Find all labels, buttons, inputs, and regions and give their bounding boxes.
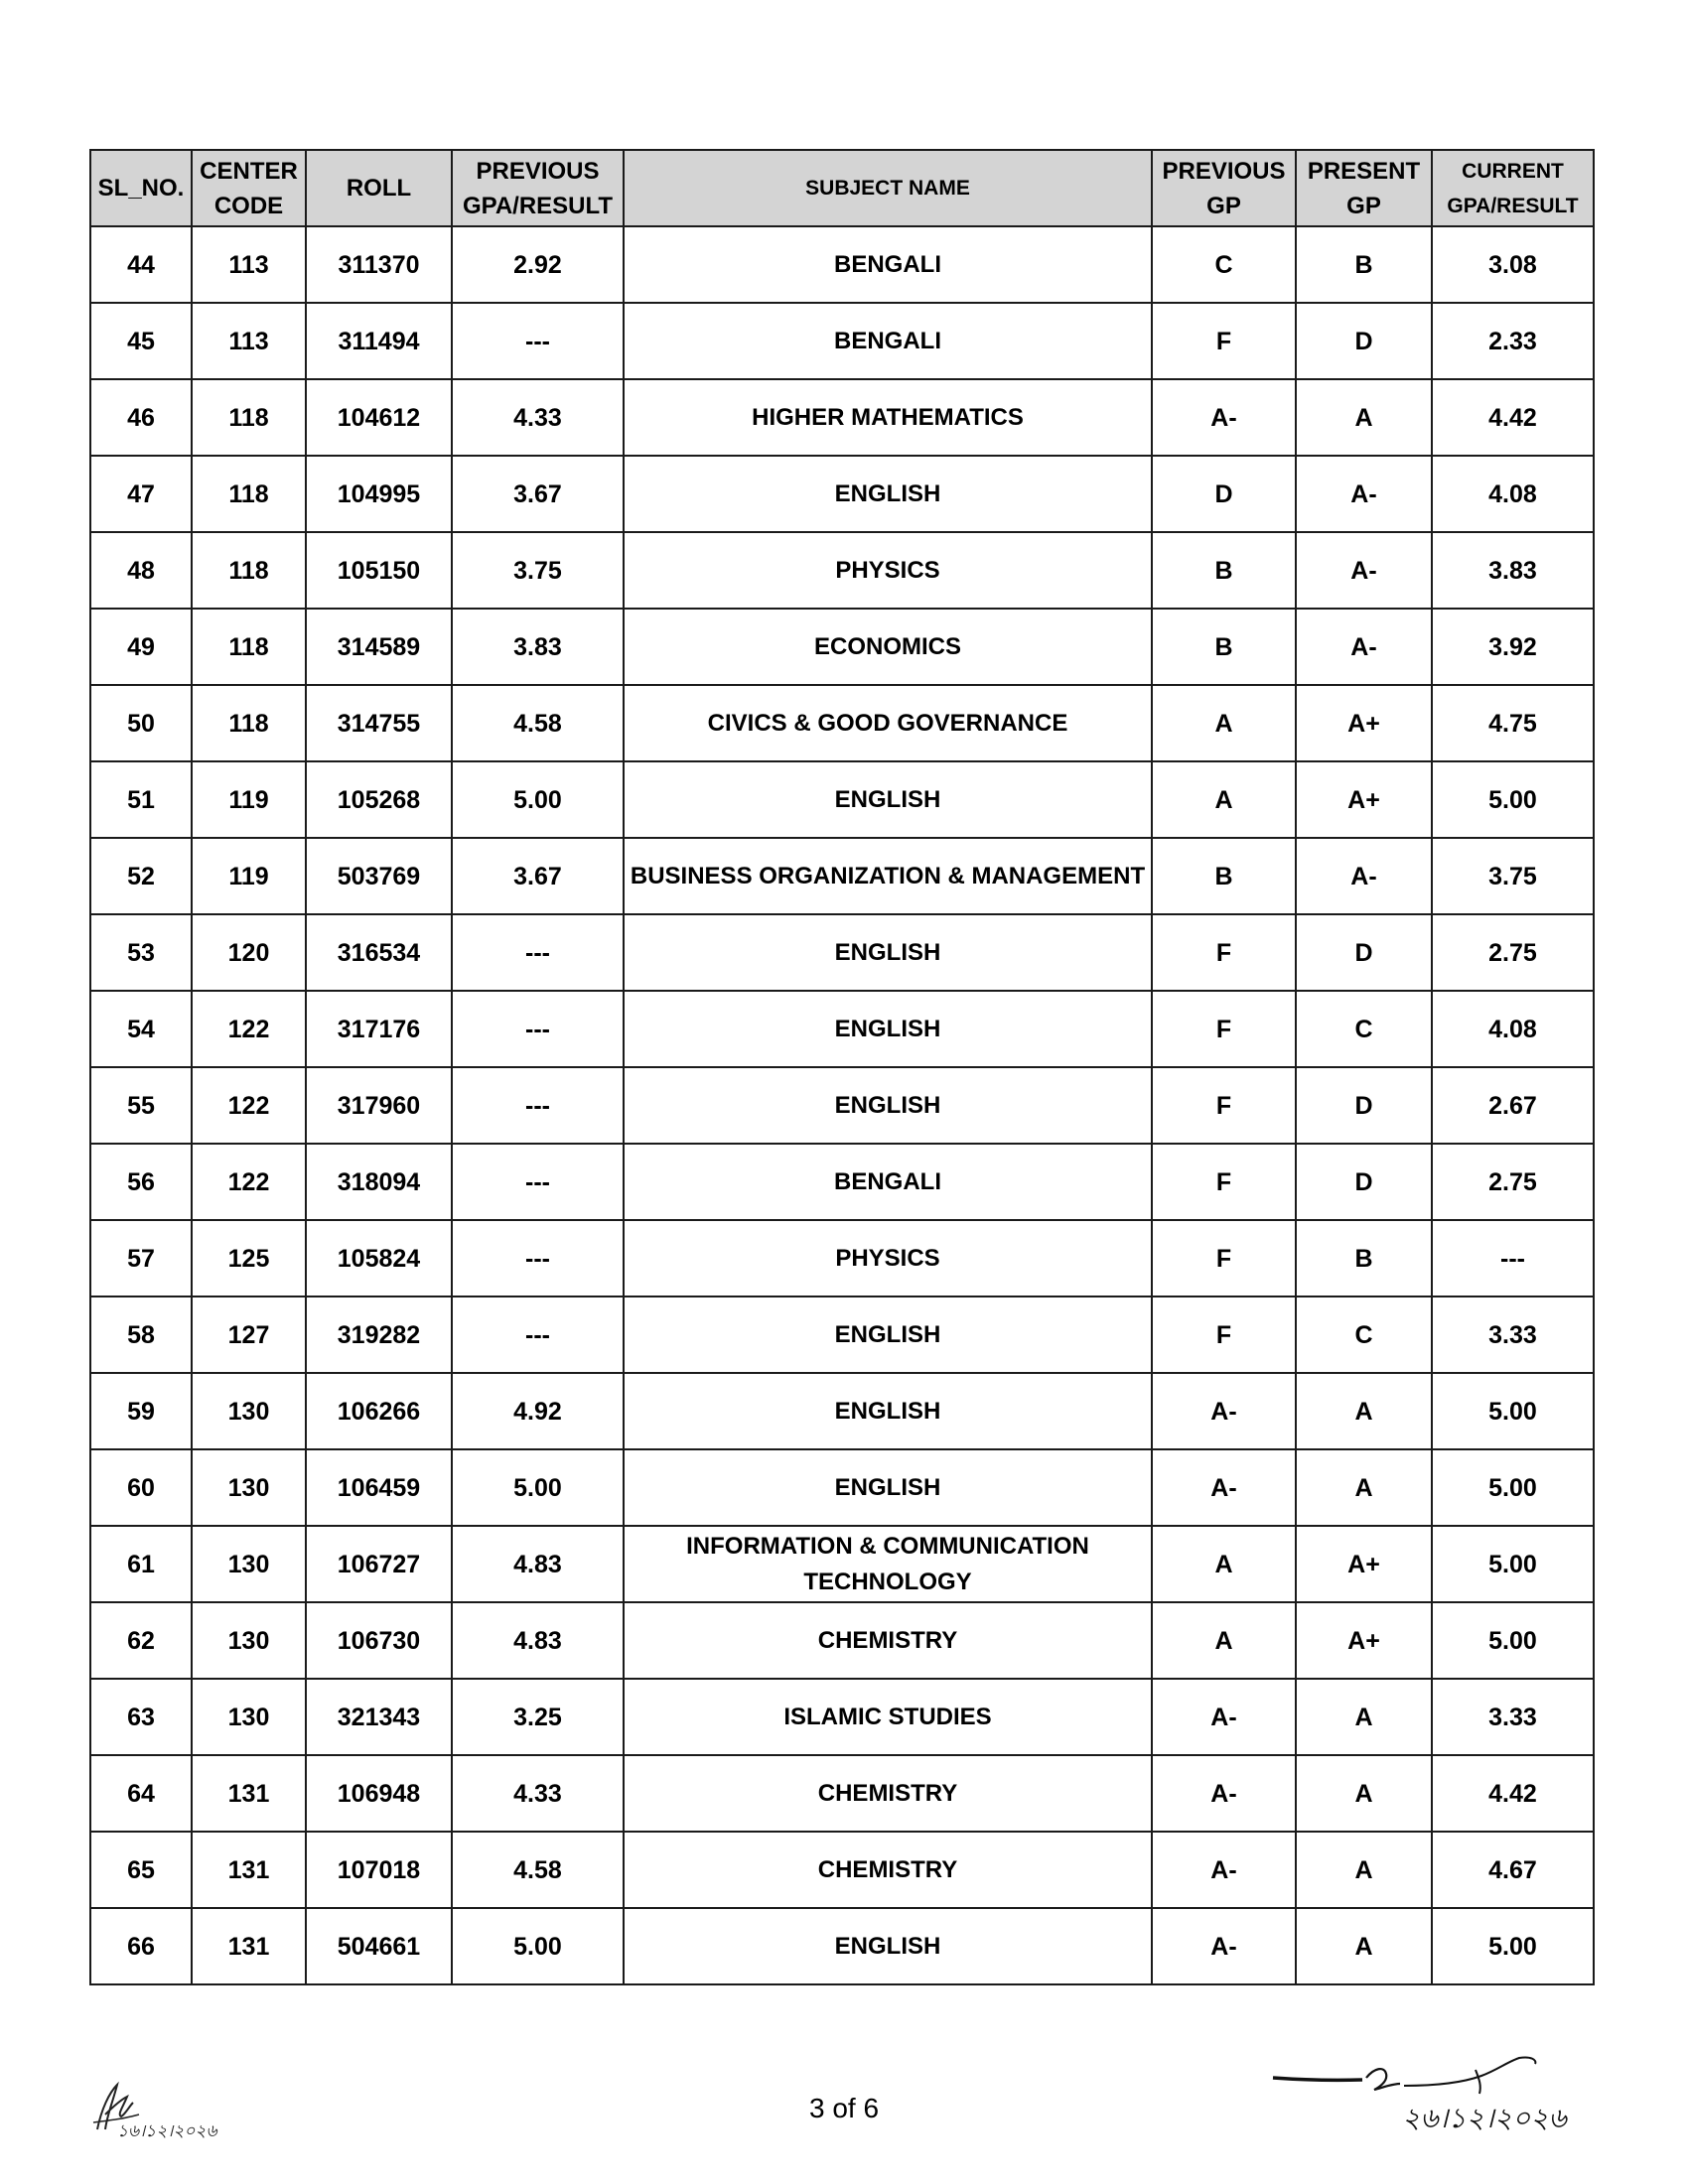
cell-center-code: 130 <box>192 1449 306 1526</box>
cell-sl-no: 61 <box>90 1526 192 1602</box>
table-row <box>90 1449 1594 1526</box>
table-row <box>90 685 1594 761</box>
cell-previous-gp: F <box>1152 914 1296 991</box>
table-row <box>90 379 1594 456</box>
cell-roll: 106948 <box>306 1755 452 1832</box>
cell-roll: 105150 <box>306 532 452 609</box>
cell-previous-gp: B <box>1152 609 1296 685</box>
cell-previous-gp: B <box>1152 838 1296 914</box>
cell-current-gpa: 3.83 <box>1432 532 1594 609</box>
cell-center-code: 130 <box>192 1602 306 1679</box>
cell-previous-gp: A <box>1152 1602 1296 1679</box>
cell-roll: 104612 <box>306 379 452 456</box>
cell-roll: 319282 <box>306 1297 452 1373</box>
cell-center-code: 122 <box>192 1144 306 1220</box>
cell-previous-gpa: 4.33 <box>452 1755 624 1832</box>
cell-present-gp: A <box>1296 1832 1432 1908</box>
cell-subject-name: ENGLISH <box>624 761 1152 838</box>
cell-subject-name: INFORMATION & COMMUNICATION TECHNOLOGY <box>624 1526 1152 1602</box>
cell-roll: 107018 <box>306 1832 452 1908</box>
cell-sl-no: 50 <box>90 685 192 761</box>
header-row <box>90 150 1594 226</box>
header-current-gpa-line1: CURRENT <box>1462 159 1564 183</box>
cell-previous-gpa: --- <box>452 1297 624 1373</box>
cell-subject-name: PHYSICS <box>624 1220 1152 1297</box>
cell-subject-name: ENGLISH <box>624 1449 1152 1526</box>
cell-subject-name: HIGHER MATHEMATICS <box>624 379 1152 456</box>
cell-present-gp: C <box>1296 991 1432 1067</box>
cell-present-gp: A- <box>1296 609 1432 685</box>
cell-subject-name: BENGALI <box>624 226 1152 303</box>
cell-previous-gpa: --- <box>452 914 624 991</box>
cell-sl-no: 52 <box>90 838 192 914</box>
cell-current-gpa: 2.75 <box>1432 1144 1594 1220</box>
cell-subject-name: CHEMISTRY <box>624 1755 1152 1832</box>
cell-roll: 105268 <box>306 761 452 838</box>
cell-roll: 504661 <box>306 1908 452 1984</box>
cell-current-gpa: 4.42 <box>1432 379 1594 456</box>
cell-sl-no: 49 <box>90 609 192 685</box>
cell-present-gp: D <box>1296 1144 1432 1220</box>
table-header <box>90 150 1594 226</box>
cell-subject-name: CHEMISTRY <box>624 1602 1152 1679</box>
cell-previous-gpa: 3.67 <box>452 838 624 914</box>
cell-previous-gpa: 4.58 <box>452 1832 624 1908</box>
cell-previous-gp: A- <box>1152 1755 1296 1832</box>
cell-present-gp: A+ <box>1296 1526 1432 1602</box>
table-row <box>90 1144 1594 1220</box>
header-present-gp-line1: PRESENT <box>1307 157 1421 185</box>
cell-current-gpa: 4.67 <box>1432 1832 1594 1908</box>
cell-previous-gp: F <box>1152 1067 1296 1144</box>
header-roll <box>306 150 452 226</box>
cell-roll: 104995 <box>306 456 452 532</box>
cell-roll: 314589 <box>306 609 452 685</box>
cell-previous-gpa: 4.33 <box>452 379 624 456</box>
cell-sl-no: 54 <box>90 991 192 1067</box>
cell-subject-name: CIVICS & GOOD GOVERNANCE <box>624 685 1152 761</box>
table-row <box>90 1602 1594 1679</box>
right-signature-date: ২৬।১২।২০২৬ <box>1402 2102 1567 2134</box>
cell-subject-name: BUSINESS ORGANIZATION & MANAGEMENT <box>624 838 1152 914</box>
header-current-gpa-line2: GPA/RESULT <box>1447 194 1579 217</box>
cell-sl-no: 47 <box>90 456 192 532</box>
cell-center-code: 113 <box>192 226 306 303</box>
cell-previous-gp: A <box>1152 685 1296 761</box>
cell-previous-gpa: 5.00 <box>452 1908 624 1984</box>
cell-sl-no: 56 <box>90 1144 192 1220</box>
cell-roll: 316534 <box>306 914 452 991</box>
cell-center-code: 113 <box>192 303 306 379</box>
cell-sl-no: 44 <box>90 226 192 303</box>
cell-center-code: 118 <box>192 456 306 532</box>
cell-center-code: 131 <box>192 1755 306 1832</box>
cell-present-gp: A <box>1296 1373 1432 1449</box>
cell-subject-name: ENGLISH <box>624 1908 1152 1984</box>
header-current-gpa <box>1432 150 1594 226</box>
cell-previous-gp: F <box>1152 1297 1296 1373</box>
cell-current-gpa: 3.33 <box>1432 1297 1594 1373</box>
cell-roll: 321343 <box>306 1679 452 1755</box>
cell-previous-gp: F <box>1152 991 1296 1067</box>
cell-present-gp: C <box>1296 1297 1432 1373</box>
cell-roll: 314755 <box>306 685 452 761</box>
cell-present-gp: D <box>1296 914 1432 991</box>
cell-previous-gp: A- <box>1152 1373 1296 1449</box>
cell-center-code: 122 <box>192 991 306 1067</box>
cell-center-code: 118 <box>192 609 306 685</box>
cell-sl-no: 48 <box>90 532 192 609</box>
right-signature <box>1271 2050 1599 2149</box>
cell-present-gp: A+ <box>1296 685 1432 761</box>
table-body <box>90 226 1594 1984</box>
table-row <box>90 1297 1594 1373</box>
cell-current-gpa: 5.00 <box>1432 1526 1594 1602</box>
cell-roll: 317176 <box>306 991 452 1067</box>
cell-present-gp: A <box>1296 1908 1432 1984</box>
header-previous-gp-line1: PREVIOUS <box>1162 157 1286 185</box>
cell-sl-no: 60 <box>90 1449 192 1526</box>
header-center-code-line1: CENTER <box>200 157 298 185</box>
header-roll-text: ROLL <box>346 175 412 202</box>
cell-previous-gpa: 2.92 <box>452 226 624 303</box>
cell-current-gpa: 3.33 <box>1432 1679 1594 1755</box>
cell-previous-gp: D <box>1152 456 1296 532</box>
cell-sl-no: 46 <box>90 379 192 456</box>
results-table <box>89 149 1595 1985</box>
header-previous-gpa <box>452 150 624 226</box>
table-row <box>90 1832 1594 1908</box>
cell-present-gp: D <box>1296 1067 1432 1144</box>
cell-subject-name: BENGALI <box>624 303 1152 379</box>
cell-center-code: 131 <box>192 1908 306 1984</box>
cell-current-gpa: 5.00 <box>1432 1373 1594 1449</box>
cell-center-code: 122 <box>192 1067 306 1144</box>
cell-roll: 105824 <box>306 1220 452 1297</box>
cell-subject-name: CHEMISTRY <box>624 1832 1152 1908</box>
cell-previous-gp: A- <box>1152 1679 1296 1755</box>
cell-roll: 106459 <box>306 1449 452 1526</box>
cell-center-code: 118 <box>192 685 306 761</box>
cell-sl-no: 66 <box>90 1908 192 1984</box>
cell-previous-gp: C <box>1152 226 1296 303</box>
cell-previous-gpa: 3.25 <box>452 1679 624 1755</box>
cell-roll: 106266 <box>306 1373 452 1449</box>
table-row <box>90 1908 1594 1984</box>
header-sl-no-text: SL_NO. <box>97 175 185 202</box>
cell-present-gp: A- <box>1296 532 1432 609</box>
cell-sl-no: 58 <box>90 1297 192 1373</box>
cell-present-gp: B <box>1296 1220 1432 1297</box>
cell-present-gp: A <box>1296 1755 1432 1832</box>
cell-previous-gp: A <box>1152 1526 1296 1602</box>
cell-subject-name: ISLAMIC STUDIES <box>624 1679 1152 1755</box>
cell-roll: 106727 <box>306 1526 452 1602</box>
cell-sl-no: 53 <box>90 914 192 991</box>
cell-previous-gpa: --- <box>452 991 624 1067</box>
table-row <box>90 1526 1594 1602</box>
cell-previous-gpa: --- <box>452 303 624 379</box>
cell-sl-no: 65 <box>90 1832 192 1908</box>
header-subject-name <box>624 150 1152 226</box>
table-row <box>90 303 1594 379</box>
cell-sl-no: 63 <box>90 1679 192 1755</box>
header-present-gp <box>1296 150 1432 226</box>
table-row <box>90 226 1594 303</box>
cell-current-gpa: --- <box>1432 1220 1594 1297</box>
cell-previous-gpa: 4.58 <box>452 685 624 761</box>
cell-present-gp: A+ <box>1296 761 1432 838</box>
cell-previous-gpa: --- <box>452 1220 624 1297</box>
cell-previous-gp: B <box>1152 532 1296 609</box>
cell-previous-gpa: 5.00 <box>452 761 624 838</box>
cell-current-gpa: 3.08 <box>1432 226 1594 303</box>
header-previous-gp-line2: GP <box>1206 192 1241 219</box>
cell-center-code: 120 <box>192 914 306 991</box>
table-row <box>90 1755 1594 1832</box>
header-subject-name-text: SUBJECT NAME <box>805 177 970 200</box>
cell-present-gp: D <box>1296 303 1432 379</box>
cell-roll: 503769 <box>306 838 452 914</box>
cell-roll: 318094 <box>306 1144 452 1220</box>
cell-current-gpa: 3.92 <box>1432 609 1594 685</box>
cell-subject-name: ENGLISH <box>624 914 1152 991</box>
table-row <box>90 609 1594 685</box>
cell-subject-name: ENGLISH <box>624 1297 1152 1373</box>
cell-previous-gpa: 3.67 <box>452 456 624 532</box>
cell-subject-name: BENGALI <box>624 1144 1152 1220</box>
cell-center-code: 130 <box>192 1373 306 1449</box>
header-previous-gpa-line1: PREVIOUS <box>476 157 600 185</box>
cell-previous-gpa: 5.00 <box>452 1449 624 1526</box>
cell-sl-no: 51 <box>90 761 192 838</box>
cell-center-code: 118 <box>192 532 306 609</box>
cell-center-code: 131 <box>192 1832 306 1908</box>
cell-center-code: 127 <box>192 1297 306 1373</box>
table-row <box>90 1220 1594 1297</box>
cell-previous-gpa: 3.75 <box>452 532 624 609</box>
cell-present-gp: A <box>1296 1679 1432 1755</box>
cell-current-gpa: 4.75 <box>1432 685 1594 761</box>
cell-current-gpa: 3.75 <box>1432 838 1594 914</box>
header-center-code-line2: CODE <box>213 192 284 219</box>
cell-current-gpa: 5.00 <box>1432 761 1594 838</box>
table-row <box>90 991 1594 1067</box>
header-previous-gp <box>1152 150 1296 226</box>
cell-roll: 311494 <box>306 303 452 379</box>
table-row <box>90 1373 1594 1449</box>
cell-present-gp: A- <box>1296 456 1432 532</box>
cell-subject-name: ECONOMICS <box>624 609 1152 685</box>
cell-previous-gpa: --- <box>452 1067 624 1144</box>
cell-current-gpa: 4.08 <box>1432 456 1594 532</box>
header-sl-no <box>90 150 192 226</box>
cell-present-gp: B <box>1296 226 1432 303</box>
cell-previous-gpa: 3.83 <box>452 609 624 685</box>
cell-previous-gp: F <box>1152 303 1296 379</box>
table-row <box>90 456 1594 532</box>
cell-current-gpa: 5.00 <box>1432 1602 1594 1679</box>
cell-previous-gp: A- <box>1152 1832 1296 1908</box>
cell-previous-gp: F <box>1152 1144 1296 1220</box>
left-signature-date: ১৬।১২।২০২৬ <box>117 2121 217 2141</box>
cell-sl-no: 64 <box>90 1755 192 1832</box>
cell-previous-gp: F <box>1152 1220 1296 1297</box>
cell-roll: 311370 <box>306 226 452 303</box>
cell-center-code: 125 <box>192 1220 306 1297</box>
cell-current-gpa: 5.00 <box>1432 1449 1594 1526</box>
table-row <box>90 532 1594 609</box>
cell-current-gpa: 2.67 <box>1432 1067 1594 1144</box>
cell-previous-gp: A- <box>1152 1449 1296 1526</box>
header-previous-gpa-line2: GPA/RESULT <box>462 192 614 219</box>
cell-current-gpa: 5.00 <box>1432 1908 1594 1984</box>
cell-center-code: 118 <box>192 379 306 456</box>
cell-subject-name: PHYSICS <box>624 532 1152 609</box>
cell-sl-no: 62 <box>90 1602 192 1679</box>
header-present-gp-line2: GP <box>1346 192 1381 219</box>
cell-present-gp: A <box>1296 1449 1432 1526</box>
cell-previous-gpa: 4.92 <box>452 1373 624 1449</box>
page-number: 3 of 6 <box>808 2093 880 2123</box>
cell-center-code: 119 <box>192 761 306 838</box>
table-row <box>90 914 1594 991</box>
cell-center-code: 130 <box>192 1679 306 1755</box>
cell-sl-no: 45 <box>90 303 192 379</box>
cell-previous-gp: A- <box>1152 379 1296 456</box>
cell-subject-name: ENGLISH <box>624 991 1152 1067</box>
cell-current-gpa: 2.33 <box>1432 303 1594 379</box>
cell-present-gp: A- <box>1296 838 1432 914</box>
cell-previous-gpa: 4.83 <box>452 1526 624 1602</box>
cell-subject-name: ENGLISH <box>624 456 1152 532</box>
table-row <box>90 1067 1594 1144</box>
cell-previous-gp: A- <box>1152 1908 1296 1984</box>
cell-previous-gpa: --- <box>452 1144 624 1220</box>
cell-subject-name: ENGLISH <box>624 1067 1152 1144</box>
cell-center-code: 130 <box>192 1526 306 1602</box>
cell-roll: 317960 <box>306 1067 452 1144</box>
cell-roll: 106730 <box>306 1602 452 1679</box>
table-row <box>90 1679 1594 1755</box>
cell-center-code: 119 <box>192 838 306 914</box>
cell-current-gpa: 2.75 <box>1432 914 1594 991</box>
table-row <box>90 761 1594 838</box>
cell-present-gp: A+ <box>1296 1602 1432 1679</box>
header-center-code <box>192 150 306 226</box>
cell-current-gpa: 4.08 <box>1432 991 1594 1067</box>
cell-previous-gpa: 4.83 <box>452 1602 624 1679</box>
cell-present-gp: A <box>1296 379 1432 456</box>
cell-sl-no: 55 <box>90 1067 192 1144</box>
cell-subject-name: ENGLISH <box>624 1373 1152 1449</box>
cell-previous-gp: A <box>1152 761 1296 838</box>
cell-sl-no: 57 <box>90 1220 192 1297</box>
cell-current-gpa: 4.42 <box>1432 1755 1594 1832</box>
table-row <box>90 838 1594 914</box>
cell-sl-no: 59 <box>90 1373 192 1449</box>
